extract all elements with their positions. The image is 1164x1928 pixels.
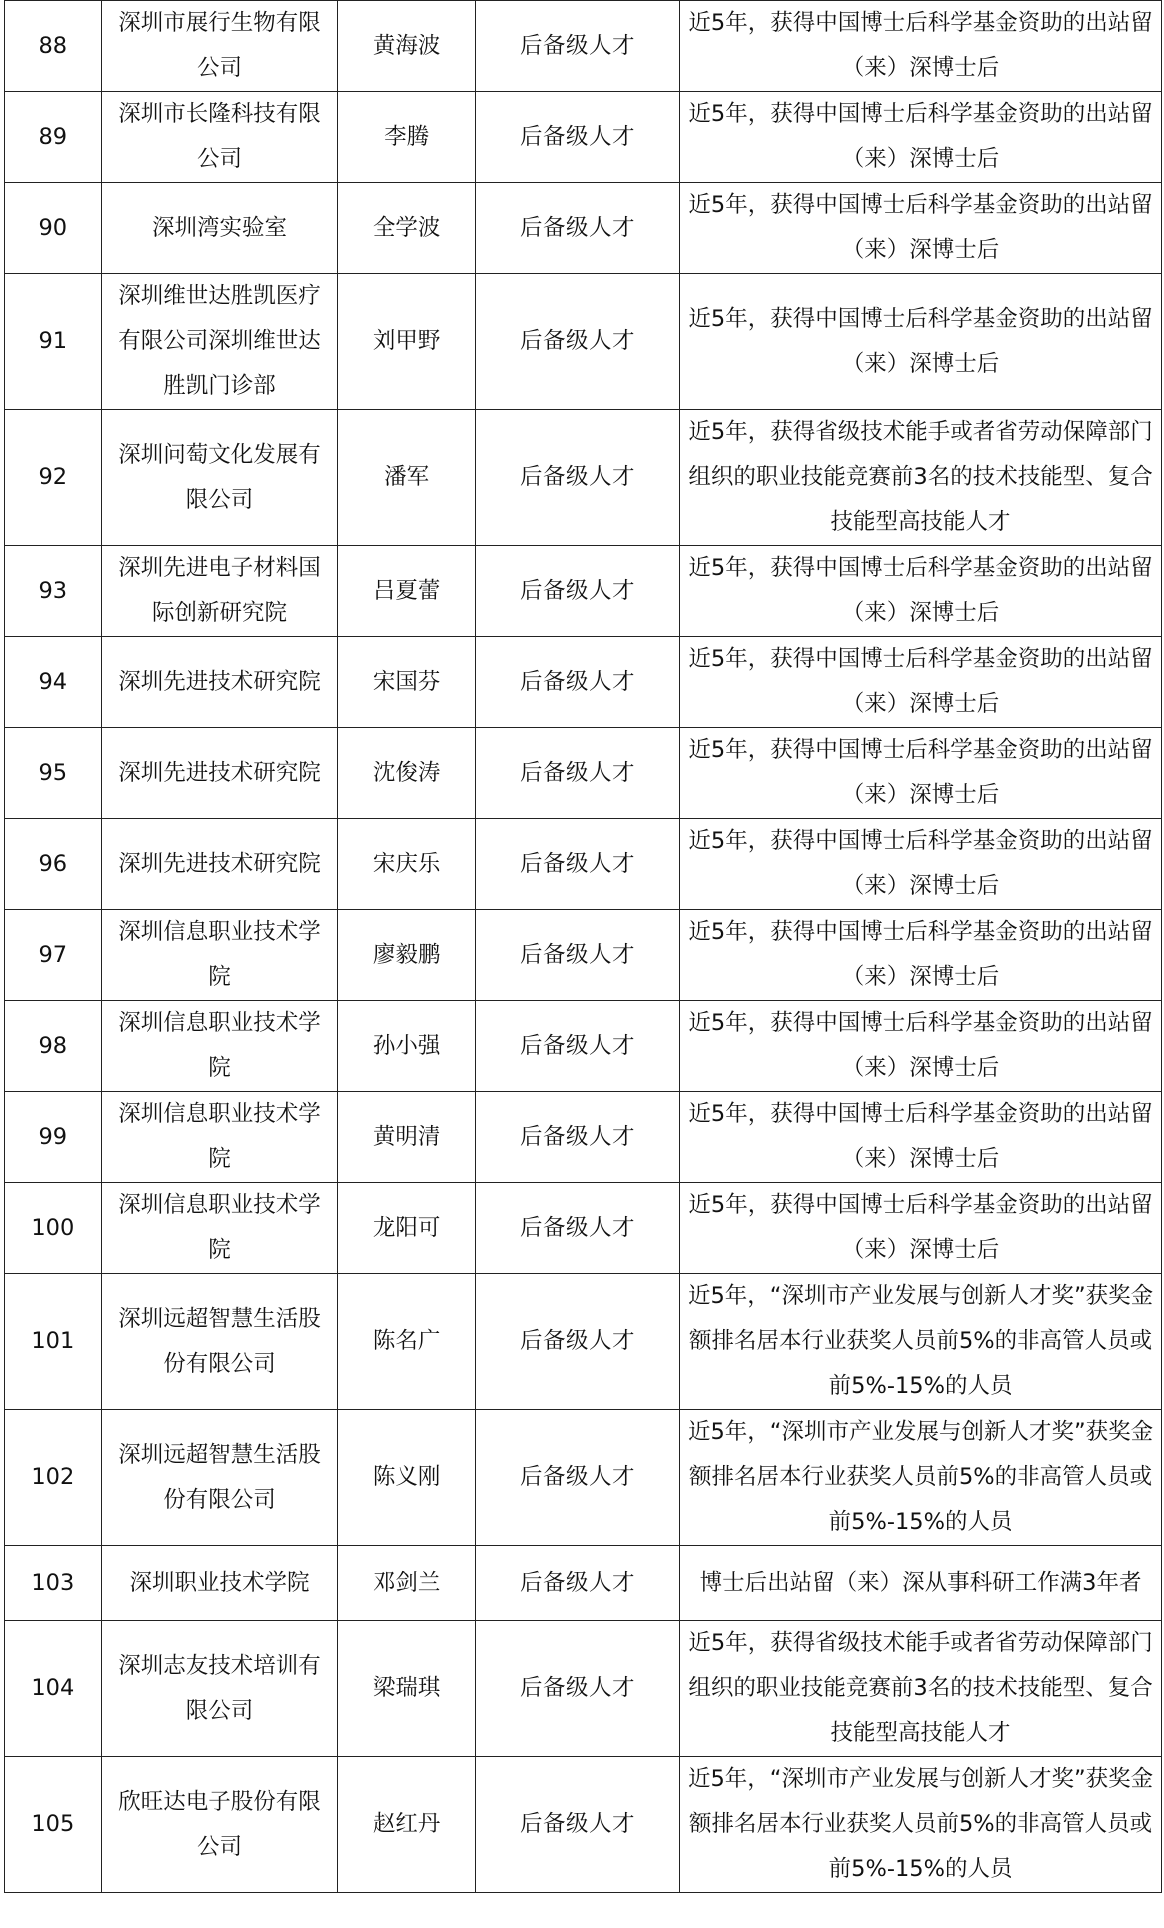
qualification-criteria: 近5年，“深圳市产业发展与创新人才奖”获奖金额排名居本行业获奖人员前5%的非高管人员或前5%-15%的人员 <box>680 1410 1162 1546</box>
person-name: 黄海波 <box>338 1 476 92</box>
person-name: 孙小强 <box>338 1001 476 1092</box>
talent-category: 后备级人才 <box>475 1410 679 1546</box>
talent-category: 后备级人才 <box>475 1001 679 1092</box>
unit-name: 深圳信息职业技术学院 <box>101 1183 338 1274</box>
qualification-criteria: 近5年，获得中国博士后科学基金资助的出站留（来）深博士后 <box>680 92 1162 183</box>
talent-table <box>4 0 1162 1893</box>
table-row <box>5 1 1162 92</box>
qualification-criteria: 近5年，“深圳市产业发展与创新人才奖”获奖金额排名居本行业获奖人员前5%的非高管人员或前5%-15%的人员 <box>680 1757 1162 1893</box>
talent-category: 后备级人才 <box>475 183 679 274</box>
row-number: 94 <box>5 637 102 728</box>
person-name: 沈俊涛 <box>338 728 476 819</box>
qualification-criteria: 近5年，获得中国博士后科学基金资助的出站留（来）深博士后 <box>680 1183 1162 1274</box>
person-name: 梁瑞琪 <box>338 1621 476 1757</box>
row-number: 105 <box>5 1757 102 1893</box>
qualification-criteria: 近5年，获得中国博士后科学基金资助的出站留（来）深博士后 <box>680 728 1162 819</box>
row-number: 95 <box>5 728 102 819</box>
row-number: 96 <box>5 819 102 910</box>
table-row <box>5 546 1162 637</box>
person-name: 吕夏蕾 <box>338 546 476 637</box>
unit-name: 深圳问萄文化发展有限公司 <box>101 410 338 546</box>
row-number: 88 <box>5 1 102 92</box>
qualification-criteria: 近5年，获得中国博士后科学基金资助的出站留（来）深博士后 <box>680 1092 1162 1183</box>
qualification-criteria: 近5年，获得中国博士后科学基金资助的出站留（来）深博士后 <box>680 183 1162 274</box>
row-number: 101 <box>5 1274 102 1410</box>
table-row <box>5 1001 1162 1092</box>
table-row <box>5 1757 1162 1893</box>
table-row <box>5 637 1162 728</box>
document-page <box>4 0 1164 1928</box>
unit-name: 深圳志友技术培训有限公司 <box>101 1621 338 1757</box>
row-number: 98 <box>5 1001 102 1092</box>
talent-category: 后备级人才 <box>475 1621 679 1757</box>
qualification-criteria: 近5年，获得中国博士后科学基金资助的出站留（来）深博士后 <box>680 637 1162 728</box>
person-name: 陈名广 <box>338 1274 476 1410</box>
talent-category: 后备级人才 <box>475 274 679 410</box>
talent-category: 后备级人才 <box>475 637 679 728</box>
talent-category: 后备级人才 <box>475 1546 679 1621</box>
table-row <box>5 1092 1162 1183</box>
talent-category: 后备级人才 <box>475 1274 679 1410</box>
unit-name: 深圳信息职业技术学院 <box>101 1092 338 1183</box>
unit-name: 深圳信息职业技术学院 <box>101 910 338 1001</box>
talent-category: 后备级人才 <box>475 1757 679 1893</box>
row-number: 90 <box>5 183 102 274</box>
person-name: 潘军 <box>338 410 476 546</box>
talent-category: 后备级人才 <box>475 1092 679 1183</box>
unit-name: 深圳职业技术学院 <box>101 1546 338 1621</box>
table-row <box>5 1546 1162 1621</box>
talent-category: 后备级人才 <box>475 819 679 910</box>
person-name: 陈义刚 <box>338 1410 476 1546</box>
qualification-criteria: 近5年，获得中国博士后科学基金资助的出站留（来）深博士后 <box>680 819 1162 910</box>
unit-name: 深圳市展行生物有限公司 <box>101 1 338 92</box>
qualification-criteria: 近5年，获得中国博士后科学基金资助的出站留（来）深博士后 <box>680 546 1162 637</box>
row-number: 97 <box>5 910 102 1001</box>
talent-category: 后备级人才 <box>475 410 679 546</box>
qualification-criteria: 近5年，“深圳市产业发展与创新人才奖”获奖金额排名居本行业获奖人员前5%的非高管人员或前5%-15%的人员 <box>680 1274 1162 1410</box>
row-number: 103 <box>5 1546 102 1621</box>
unit-name: 深圳市长隆科技有限公司 <box>101 92 338 183</box>
table-row <box>5 728 1162 819</box>
unit-name: 深圳先进电子材料国际创新研究院 <box>101 546 338 637</box>
row-number: 92 <box>5 410 102 546</box>
row-number: 91 <box>5 274 102 410</box>
person-name: 全学波 <box>338 183 476 274</box>
row-number: 100 <box>5 1183 102 1274</box>
unit-name: 深圳维世达胜凯医疗有限公司深圳维世达胜凯门诊部 <box>101 274 338 410</box>
unit-name: 深圳远超智慧生活股份有限公司 <box>101 1274 338 1410</box>
unit-name: 深圳先进技术研究院 <box>101 637 338 728</box>
row-number: 102 <box>5 1410 102 1546</box>
unit-name: 深圳湾实验室 <box>101 183 338 274</box>
table-row <box>5 1410 1162 1546</box>
qualification-criteria: 近5年，获得省级技术能手或者省劳动保障部门组织的职业技能竞赛前3名的技术技能型、复合技能型高技能人才 <box>680 1621 1162 1757</box>
unit-name: 欣旺达电子股份有限公司 <box>101 1757 338 1893</box>
qualification-criteria: 博士后出站留（来）深从事科研工作满3年者 <box>680 1546 1162 1621</box>
person-name: 宋国芬 <box>338 637 476 728</box>
qualification-criteria: 近5年，获得中国博士后科学基金资助的出站留（来）深博士后 <box>680 1 1162 92</box>
unit-name: 深圳远超智慧生活股份有限公司 <box>101 1410 338 1546</box>
person-name: 赵红丹 <box>338 1757 476 1893</box>
row-number: 89 <box>5 92 102 183</box>
qualification-criteria: 近5年，获得省级技术能手或者省劳动保障部门组织的职业技能竞赛前3名的技术技能型、复合技能型高技能人才 <box>680 410 1162 546</box>
table-row <box>5 1274 1162 1410</box>
talent-category: 后备级人才 <box>475 546 679 637</box>
table-row <box>5 819 1162 910</box>
talent-category: 后备级人才 <box>475 1 679 92</box>
table-row <box>5 410 1162 546</box>
qualification-criteria: 近5年，获得中国博士后科学基金资助的出站留（来）深博士后 <box>680 910 1162 1001</box>
table-row <box>5 92 1162 183</box>
table-row <box>5 183 1162 274</box>
person-name: 黄明清 <box>338 1092 476 1183</box>
talent-category: 后备级人才 <box>475 910 679 1001</box>
table-row <box>5 274 1162 410</box>
unit-name: 深圳先进技术研究院 <box>101 819 338 910</box>
talent-category: 后备级人才 <box>475 728 679 819</box>
qualification-criteria: 近5年，获得中国博士后科学基金资助的出站留（来）深博士后 <box>680 1001 1162 1092</box>
table-row <box>5 1183 1162 1274</box>
row-number: 99 <box>5 1092 102 1183</box>
person-name: 李腾 <box>338 92 476 183</box>
qualification-criteria: 近5年，获得中国博士后科学基金资助的出站留（来）深博士后 <box>680 274 1162 410</box>
table-row <box>5 910 1162 1001</box>
row-number: 93 <box>5 546 102 637</box>
talent-category: 后备级人才 <box>475 1183 679 1274</box>
talent-table-body <box>5 1 1162 1893</box>
person-name: 廖毅鹏 <box>338 910 476 1001</box>
person-name: 邓剑兰 <box>338 1546 476 1621</box>
talent-category: 后备级人才 <box>475 92 679 183</box>
person-name: 刘甲野 <box>338 274 476 410</box>
unit-name: 深圳先进技术研究院 <box>101 728 338 819</box>
row-number: 104 <box>5 1621 102 1757</box>
table-row <box>5 1621 1162 1757</box>
unit-name: 深圳信息职业技术学院 <box>101 1001 338 1092</box>
person-name: 龙阳可 <box>338 1183 476 1274</box>
person-name: 宋庆乐 <box>338 819 476 910</box>
